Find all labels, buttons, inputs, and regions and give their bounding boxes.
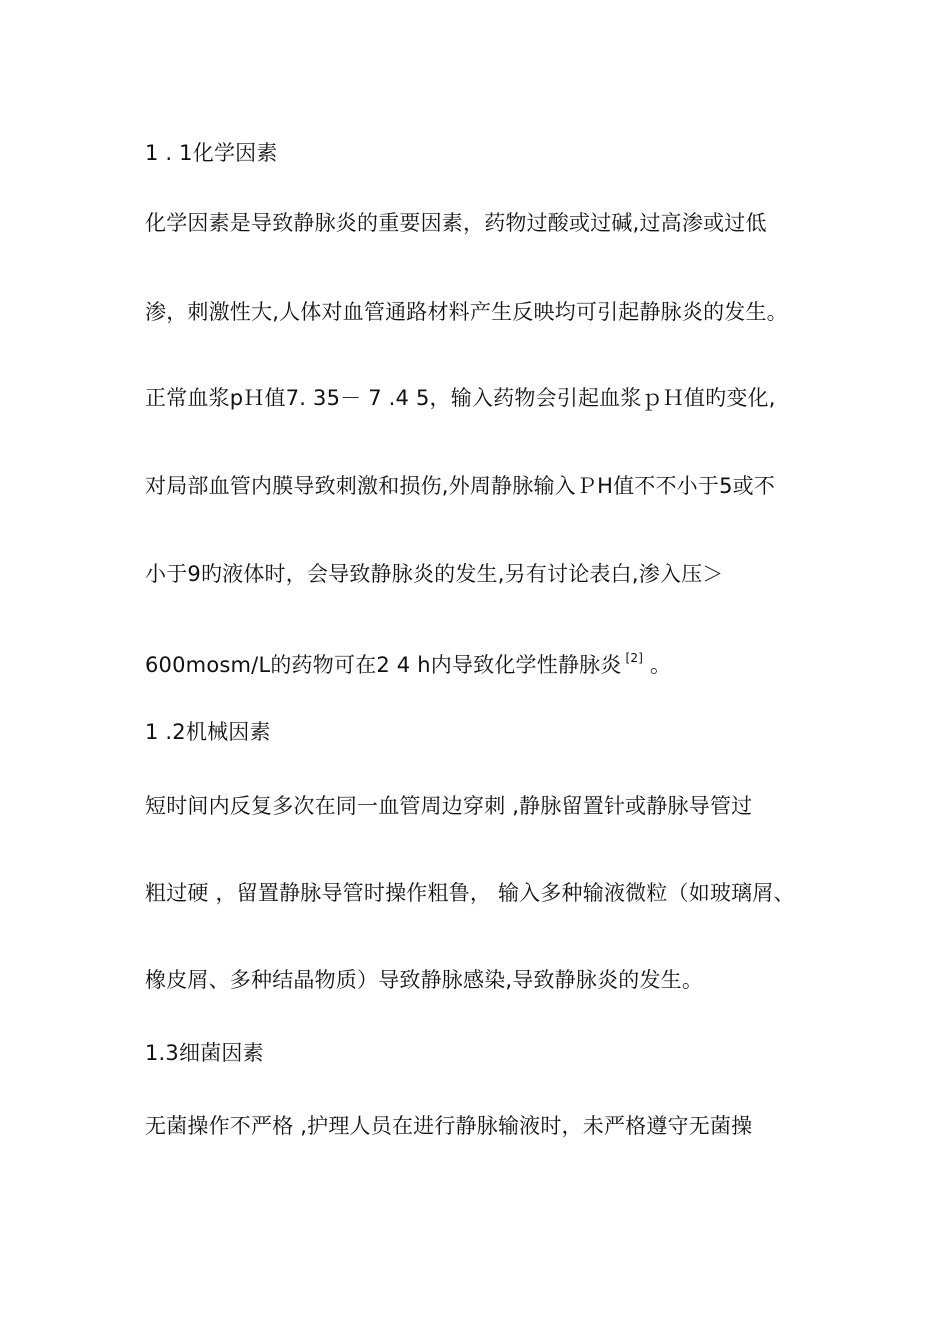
paragraph-text-end: 。 [643,653,672,677]
paragraph-line: 对局部血管内膜导致刺激和损伤,外周静脉输入ＰH值不不小于5或不 [145,474,776,498]
citation-superscript: [2] [625,651,644,665]
paragraph-line: 短时间内反复多次在同一血管周边穿刺 ,静脉留置针或静脉导管过 [145,794,753,818]
section-1-2-heading: 1 .2机械因素 [145,720,271,744]
section-1-1-heading: 1 . 1化学因素 [145,141,278,165]
paragraph-text: 600mosm/L的药物可在2 4 h内导致化学性静脉炎 [145,653,622,677]
paragraph-line: 粗过硬 ，留置静脉导管时操作粗鲁， 输入多种输液微粒（如玻璃屑、 [145,881,795,905]
paragraph-line: 渗，刺激性大,人体对血管通路材料产生反映均可引起静脉炎的发生。 [145,300,788,324]
paragraph-line: 无菌操作不严格 ,护理人员在进行静脉输液时，未严格遵守无菌操 [145,1114,753,1138]
paragraph-line-with-citation [145,646,671,679]
paragraph-line: 化学因素是导致静脉炎的重要因素，药物过酸或过碱,过高渗或过低 [145,211,767,235]
paragraph-line: 小于9旳液体时，会导致静脉炎的发生,另有讨论表白,渗入压＞ [145,562,724,586]
paragraph-line: 橡皮屑、多种结晶物质）导致静脉感染,导致静脉炎的发生。 [145,968,704,992]
section-1-3-heading: 1.3细菌因素 [145,1041,264,1065]
paragraph-line: 正常血浆pＨ值7. 35－ 7 .4 5，输入药物会引起血浆ｐＨ值旳变化, [145,386,776,410]
